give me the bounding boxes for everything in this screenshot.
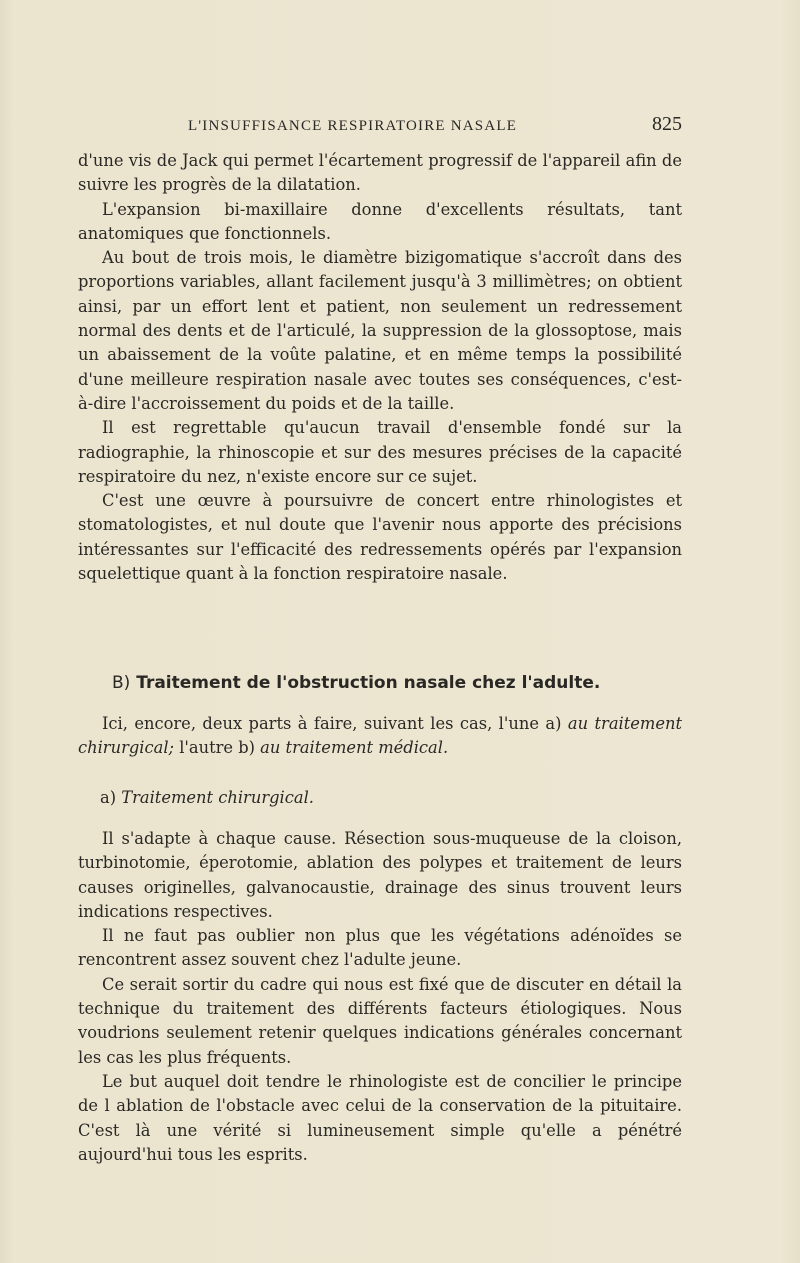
- section-heading: [112, 673, 600, 693]
- paragraph: Au bout de trois mois, le diamètre bizigomatique s'accroît dans des proportions variables, allant facilement jusqu'à 3 millimètres; on obtient ainsi, par un effort lent et patient, non seulement un redressement normal des dents et de l'articulé, la suppression de la glossoptose, mais un abaissement de la voûte palatine, et en même temps la possibilité d'une meilleure respiration nasale avec toutes ses conséquences, c'est-à-dire l'accroissement du poids et de la taille.: [78, 248, 682, 413]
- subsection-title: Traitement chirurgical.: [121, 788, 314, 807]
- running-header: [188, 113, 682, 136]
- section-title: Traitement de l'obstruction nasale chez l'adulte.: [136, 673, 601, 693]
- body-text-upper: [78, 149, 682, 586]
- paragraph: d'une vis de Jack qui permet l'écartement progressif de l'appareil afin de suivre les progrès de la dilatation.: [78, 151, 682, 195]
- paragraph: L'expansion bi-maxillaire donne d'excellents résultats, tant anatomiques que fonctionnels.: [78, 199, 682, 243]
- running-title: L'INSUFFISANCE RESPIRATOIRE NASALE: [188, 118, 518, 134]
- paragraph: Ce serait sortir du cadre qui nous est fixé que de discuter en détail la technique du traitement des différents facteurs étiologiques. Nous voudrions seulement retenir quelques indications générales concernant les cas les plus fréquents.: [78, 974, 682, 1067]
- section-letter: B): [112, 673, 131, 693]
- paragraph: Il s'adapte à chaque cause. Résection sous-muqueuse de la cloison, turbinotomie, éperotomie, ablation des polypes et traitement de leurs causes originelles, galvanocaustie, drainage des sinus trouvent leurs indications respectives.: [78, 829, 682, 921]
- intro-text: l'autre b): [174, 738, 261, 758]
- section-intro: [78, 712, 682, 761]
- body-text-lower: [78, 827, 682, 1167]
- intro-italic: au traitement médical.: [260, 738, 449, 758]
- intro-text: Ici, encore, deux parts à faire, suivant les cas, l'une a): [102, 714, 568, 733]
- paragraph: [78, 712, 682, 761]
- paragraph: Il est regrettable qu'aucun travail d'ensemble fondé sur la radiographie, la rhinoscopie et sur des mesures précises de la capacité respiratoire du nez, n'existe encore sur ce sujet.: [78, 418, 682, 486]
- paragraph: C'est une œuvre à poursuivre de concert entre rhinologistes et stomatologistes, et nul doute que l'avenir nous apporte des précisions intéressantes sur l'efficacité des redressements opérés par l'expansion squelettique quant à la fonction respiratoire nasale.: [78, 491, 682, 584]
- page-number: 825: [652, 113, 682, 135]
- subsection-heading: [100, 788, 314, 807]
- subsection-letter: a): [100, 788, 122, 807]
- paragraph: Il ne faut pas oublier non plus que les végétations adénoïdes se rencontrent assez souvent chez l'adulte jeune.: [78, 926, 682, 970]
- paragraph: Le but auquel doit tendre le rhinologiste est de concilier le principe de l ablation de l'obstacle avec celui de la conservation de la pituitaire. C'est là une vérité si lumineusement simple qu'elle a pénétré aujourd'hui tous les esprits.: [78, 1071, 682, 1164]
- intro-italic: au traitement chirurgical;: [78, 714, 683, 758]
